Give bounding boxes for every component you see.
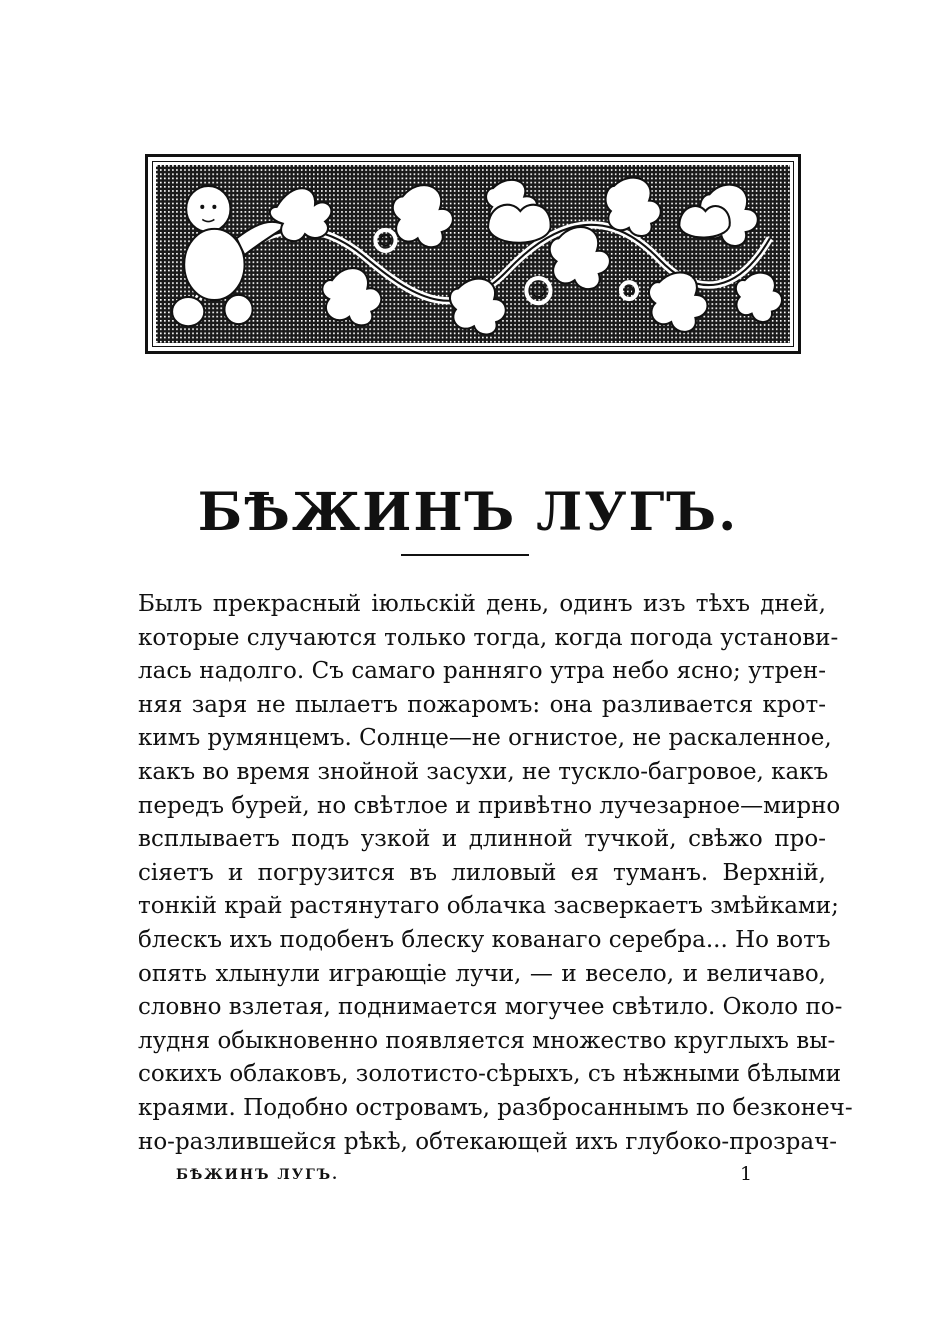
text-line: краями. Подобно островамъ, разбросаннымъ по безконеч- xyxy=(138,1094,853,1121)
text-line: тонкій край растянутаго облачка засверкаетъ змѣйками; xyxy=(138,893,839,920)
text-line: опять хлынули играющіе лучи, — и весело, и величаво, xyxy=(138,960,826,987)
text-line: сокихъ облаковъ, золотисто-сѣрыхъ, съ нѣжными бѣлыми xyxy=(138,1061,842,1088)
text-line: блескъ ихъ подобенъ блеску кованаго серебра... Но вотъ xyxy=(138,926,831,953)
text-line: передъ бурей, но свѣтлое и привѣтно лучезарное—мирно xyxy=(138,792,841,819)
running-footer-title: БѢЖИНЪ ЛУГЪ. xyxy=(176,1167,340,1183)
body-text xyxy=(138,588,853,1159)
headpiece-frame xyxy=(152,161,794,347)
chapter-title: БѢЖИНЪ ЛУГЪ. xyxy=(197,482,739,543)
text-line: лудня обыкновенно появляется множество круглыхъ вы- xyxy=(138,1027,836,1054)
text-line: кимъ румянцемъ. Солнце—не огнистое, не раскаленное, xyxy=(138,725,832,752)
text-line: лась надолго. Съ самаго ранняго утра небо ясно; утрен- xyxy=(138,658,826,685)
text-line: сіяетъ и погрузится въ лиловый ея туманъ. Верхній, xyxy=(138,859,826,886)
text-line: но-разлившейся рѣкѣ, обтекающей ихъ глубоко-прозрач- xyxy=(138,1128,838,1155)
ornamental-headpiece xyxy=(145,154,801,354)
text-line: какъ во время знойной засухи, не тускло-багровое, какъ xyxy=(138,758,829,785)
cherub-foliage-ornament-icon xyxy=(156,165,790,343)
title-rule-divider xyxy=(401,554,529,556)
text-line: которые случаются только тогда, когда погода установи- xyxy=(138,624,839,651)
text-line: няя заря не пылаетъ пожаромъ: она разливается крот- xyxy=(138,691,826,718)
text-line: Былъ прекрасный іюльскій день, одинъ изъ тѣхъ дней, xyxy=(138,591,826,617)
text-line: словно взлетая, поднимается могучее свѣтило. Около по- xyxy=(138,994,843,1021)
page-number: 1 xyxy=(740,1163,753,1185)
text-line: всплываетъ подъ узкой и длинной тучкой, свѣжо про- xyxy=(138,826,826,853)
